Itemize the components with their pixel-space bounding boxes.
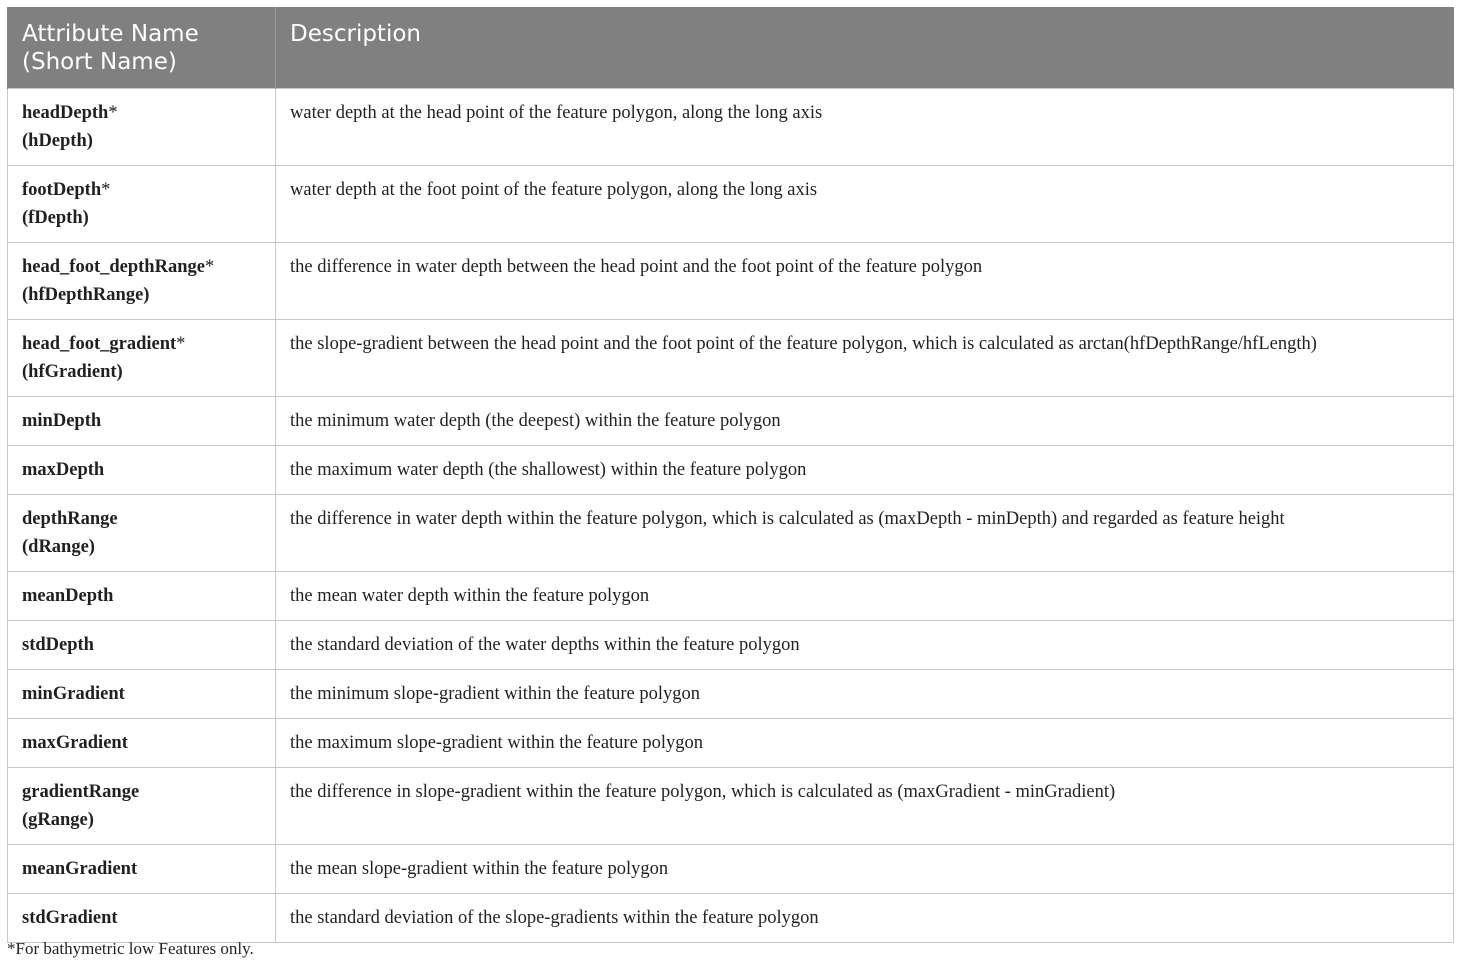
table-footnote: *For bathymetric low Features only. [7,939,254,958]
attribute-name: meanGradient [8,845,276,894]
header-description: Description [276,7,1454,89]
table-row [8,243,1454,320]
attribute-name: maxGradient [8,719,276,768]
attribute-short-name: (dRange) [22,537,95,557]
table-row [8,670,1454,719]
attribute-name: minGradient [8,670,276,719]
attribute-description: the difference in water depth within the feature polygon, which is calculated as (maxDepth - minDepth) and regarded as feature height [276,495,1454,572]
attribute-description: water depth at the head point of the feature polygon, along the long axis [276,89,1454,166]
attribute-table [7,7,1454,943]
attribute-name-cell [8,243,276,320]
header-attribute-name-line2: (Short Name) [22,49,177,75]
table-row [8,446,1454,495]
attribute-name-cell [8,495,276,572]
footnote-marker: * [204,257,215,277]
attribute-name: meanDepth [8,572,276,621]
attribute-table-container [7,7,1453,943]
attribute-name: head_foot_depthRange [22,257,205,277]
attribute-short-name: (hfDepthRange) [22,285,150,305]
attribute-short-name: (fDepth) [22,208,89,228]
attribute-description: the mean water depth within the feature polygon [276,572,1454,621]
attribute-name: gradientRange [22,782,140,802]
attribute-name-cell [8,89,276,166]
attribute-description: the standard deviation of the water depths within the feature polygon [276,621,1454,670]
table-row [8,845,1454,894]
attribute-short-name: (gRange) [22,810,94,830]
attribute-description: the difference in slope-gradient within the feature polygon, which is calculated as (maxGradient - minGradient) [276,768,1454,845]
attribute-name-line [22,253,261,281]
attribute-name: footDepth [22,180,102,200]
attribute-name: headDepth [22,103,109,123]
attribute-description: the standard deviation of the slope-gradients within the feature polygon [276,894,1454,943]
table-row [8,397,1454,446]
attribute-description: the maximum slope-gradient within the feature polygon [276,719,1454,768]
attribute-name-line [22,99,261,127]
attribute-name-line [22,176,261,204]
attribute-description: the minimum slope-gradient within the feature polygon [276,670,1454,719]
attribute-short-name: (hfGradient) [22,362,123,382]
table-row [8,89,1454,166]
table-header-row [8,7,1454,89]
attribute-name: maxDepth [8,446,276,495]
table-row [8,768,1454,845]
header-attribute-name-line1: Attribute Name [22,21,199,47]
attribute-description: the slope-gradient between the head point and the foot point of the feature polygon, which is calculated as arctan(hfDepthRange/hfLength) [276,320,1454,397]
attribute-name: head_foot_gradient [22,334,177,354]
attribute-description: water depth at the foot point of the feature polygon, along the long axis [276,166,1454,243]
table-row [8,621,1454,670]
attribute-name-cell [8,166,276,243]
footnote-marker: * [108,103,118,123]
attribute-name: stdGradient [8,894,276,943]
attribute-name-line [22,330,261,358]
attribute-short-name: (hDepth) [22,131,93,151]
table-row [8,572,1454,621]
footnote-marker: * [176,334,186,354]
header-attribute-name [8,7,276,89]
table-row [8,166,1454,243]
attribute-name-cell [8,320,276,397]
attribute-description: the mean slope-gradient within the feature polygon [276,845,1454,894]
table-row [8,719,1454,768]
attribute-description: the difference in water depth between the head point and the foot point of the feature polygon [276,243,1454,320]
footnote-marker: * [101,180,111,200]
attribute-name: stdDepth [8,621,276,670]
table-row [8,495,1454,572]
table-row [8,320,1454,397]
attribute-description: the minimum water depth (the deepest) within the feature polygon [276,397,1454,446]
attribute-name: minDepth [8,397,276,446]
attribute-name: depthRange [22,509,118,529]
table-row [8,894,1454,943]
attribute-name-cell [8,768,276,845]
attribute-description: the maximum water depth (the shallowest) within the feature polygon [276,446,1454,495]
